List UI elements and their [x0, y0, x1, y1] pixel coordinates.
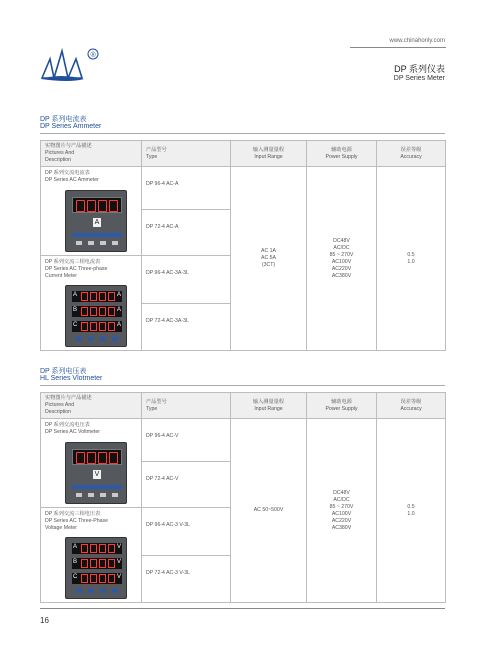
site-url[interactable]: www.chinahonly.com [389, 38, 445, 44]
three-phase-ammeter-image: A A B A C A [65, 285, 127, 347]
voltmeter-spec-table [40, 392, 446, 603]
input-range-cell: AC 50~500V [231, 419, 307, 603]
model-cell: DP 96-4 AC-A [142, 167, 231, 210]
power-supply-cell: DC48V AC/DC 85 ~ 270V AC100V AC220V AC380V [307, 167, 377, 351]
col-header-accuracy: 误差等级 Accuracy [377, 393, 446, 419]
model-cell: DP 72-4 AC-A [142, 210, 231, 256]
col-header-pictures: 实物图片与产品描述 Pictures And Description [41, 393, 142, 419]
single-phase-ammeter-image: A [65, 190, 127, 252]
model-cell: DP 96-4 AC-3 V-3L [142, 508, 231, 556]
col-header-pictures: 实物图片与产品描述 Pictures And Description [41, 141, 142, 167]
three-phase-voltmeter-image: A V B V C V [65, 537, 127, 599]
voltmeter-section-title-en: HL Series Vlotmeter [40, 375, 103, 382]
col-header-power-supply: 辅助电源 Power Supply [307, 393, 377, 419]
ammeter-section-rule [40, 133, 445, 134]
page-number: 16 [40, 616, 49, 625]
catalog-title-cn: DP 系列仪表 [394, 64, 445, 74]
voltmeter-section-title-cn: DP 系列电压表 [40, 368, 87, 375]
voltmeter-single-phase-cell: DP 系列交流电压表 DP Series AC Voltmeter V [41, 419, 142, 508]
ammeter-spec-table [40, 140, 446, 351]
col-header-power-supply: 辅助电源 Power Supply [307, 141, 377, 167]
accuracy-cell: 0.5 1.0 [377, 167, 446, 351]
col-header-input-range: 输入测量量程 Input Range [231, 393, 307, 419]
model-cell: DP 96-4 AC-3A-3L [142, 256, 231, 304]
footer-divider [40, 608, 445, 609]
col-header-accuracy: 误差等级 Accuracy [377, 141, 446, 167]
single-phase-voltmeter-image: V [65, 442, 127, 504]
registered-mark: ® [90, 52, 96, 59]
col-header-type: 产品型号 Type [142, 141, 231, 167]
ammeter-section-title-cn: DP 系列电流表 [40, 116, 87, 123]
model-cell: DP 96-4 AC-V [142, 419, 231, 462]
ammeter-three-phase-cell: DP 系列交流三相电流表 DP Series AC Three-phase Current Meter A A B A C A [41, 256, 142, 351]
ammeter-section-title-en: DP Series Ammeter [40, 123, 102, 130]
ammeter-single-phase-cell: DP 系列交流电流表 DP Series AC Ammeter A [41, 167, 142, 256]
voltmeter-section-rule [40, 385, 445, 386]
model-cell: DP 72-4 AC-3 V-3L [142, 555, 231, 603]
col-header-input-range: 输入测量量程 Input Range [231, 141, 307, 167]
catalog-title-en: DP Series Meter [393, 75, 445, 82]
input-range-cell: AC 1A AC 5A (3CT) [231, 167, 307, 351]
voltmeter-three-phase-cell: DP 系列交流三相电压表 DP Series AC Three-Phase Voltage Meter A V B V C V [41, 508, 142, 603]
header-divider [350, 47, 446, 48]
model-cell: DP 72-4 AC-V [142, 462, 231, 508]
power-supply-cell: DC48V AC/DC 85 ~ 270V AC100V AC220V AC380V [307, 419, 377, 603]
model-cell: DP 72-4 AC-3A-3L [142, 303, 231, 351]
accuracy-cell: 0.5 1.0 [377, 419, 446, 603]
col-header-type: 产品型号 Type [142, 393, 231, 419]
company-logo [40, 45, 106, 83]
